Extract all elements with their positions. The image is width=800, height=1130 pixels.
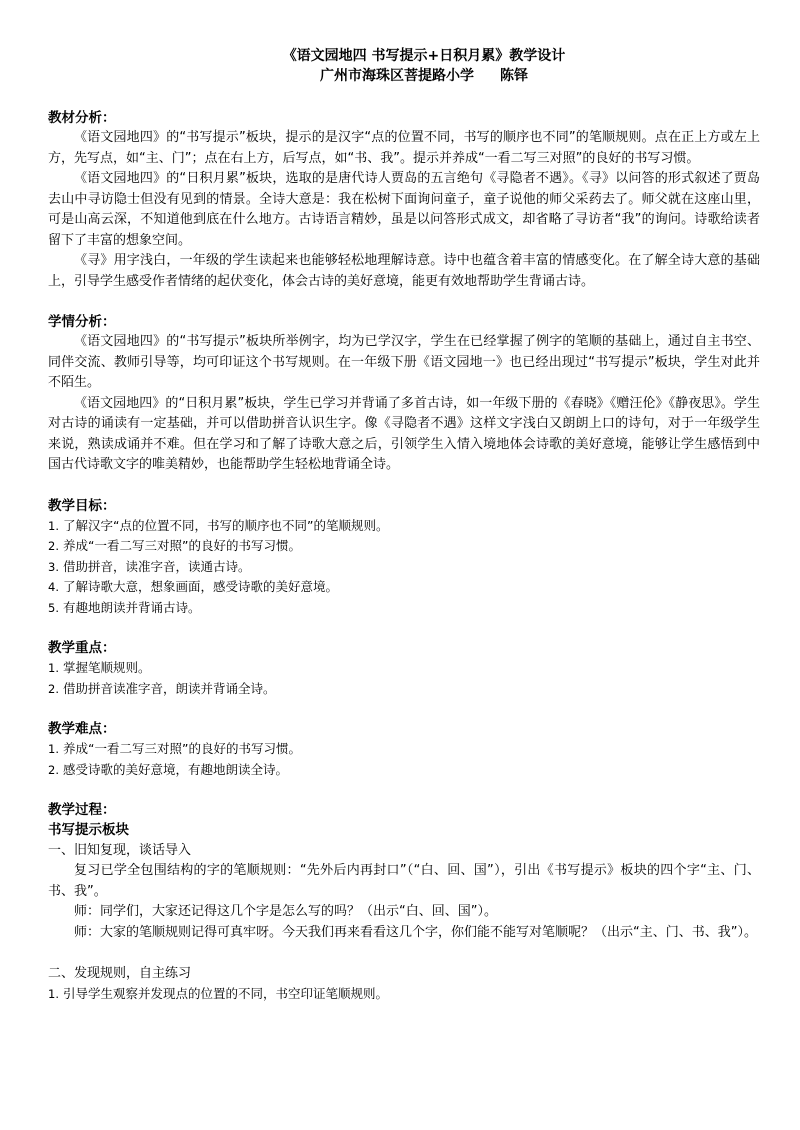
list-number: 5. xyxy=(48,600,59,615)
list-number: 3. xyxy=(48,559,59,574)
list-text: 引导学生观察并发现点的位置的不同，书空印证笔顺规则。 xyxy=(63,986,389,1001)
list-number: 2. xyxy=(48,681,59,696)
list-text: 了解诗歌大意，想象画面，感受诗歌的美好意境。 xyxy=(63,579,339,594)
paragraph: 《寻》用字浅白，一年级的学生读起来也能够轻松地理解诗意。诗中也蕴含着丰富的情感变化。在了解全诗大意的基础上，引导学生感受作者情绪的起伏变化，体会古诗的美好意境，能更有效地帮助学生背诵古诗。 xyxy=(48,253,760,289)
list-text: 感受诗歌的美好意境，有趣地朗读全诗。 xyxy=(63,761,289,777)
list-text: 养成“一看二写三对照”的良好的书写习惯。 xyxy=(63,741,301,756)
paragraph: 《语文园地四》的“书写提示”板块所举例字，均为已学汉字，学生在已经掌握了例字的笔顺的基础上，通过自主书空、同伴交流、教师引导等，均可印证这个书写规则。在一年级下册《语文园地一》也已经出现过“书写提示”板块，学生对此并不陌生。 xyxy=(48,334,760,390)
list-number: 1. xyxy=(48,518,59,533)
school-name: 广州市海珠区菩提路小学 xyxy=(320,68,474,84)
list-text: 了解汉字“点的位置不同，书写的顺序也不同”的笔顺规则。 xyxy=(63,517,389,533)
section-heading-material: 教材分析： xyxy=(48,110,116,126)
paragraph: 师：同学们，大家还记得这几个字是怎么写的吗？（出示“白、回、国”）。 xyxy=(74,904,497,919)
section-heading-students: 学情分析： xyxy=(48,314,116,330)
document-byline xyxy=(48,66,760,86)
section-heading-keypoints: 教学重点： xyxy=(48,640,116,656)
list-item xyxy=(48,598,760,619)
list-number: 4. xyxy=(48,580,59,594)
list-number: 1. xyxy=(48,987,59,1001)
section-heading-goals: 教学目标： xyxy=(48,497,116,514)
list-text: 养成“一看二写三对照”的良好的书写习惯。 xyxy=(63,538,301,553)
list-number: 2. xyxy=(48,762,59,777)
paragraph: 《语文园地四》的“日积月累”板块，学生已学习并背诵了多首古诗，如一年级下册的《春晓》《赠汪伦》《静夜思》。学生对古诗的诵读有一定基础，并可以借助拼音认识生字。像《寻隐者不遇》这样文字浅白又朗朗上口的诗句，对于一年级学生来说，熟读成诵并不难。但在学习和了解了诗歌大意之后，引领学生入情入境地体会诗歌的美好意境，能够让学生感悟到中国古代诗歌文字的唯美精妙，也能帮助学生轻松地背诵全诗。 xyxy=(48,395,760,472)
step-title: 一、旧知复现，谈话导入 xyxy=(48,843,192,858)
paragraph: 《语文园地四》的“日积月累”板块，选取的是唐代诗人贾岛的五言绝句《寻隐者不遇》。《寻》以问答的形式叙述了贾岛去山中寻访隐士但没有见到的情景。全诗大意是：我在松树下面询问童子，童子说他的师父采药去了。师父就在这座山里，可是山高云深，不知道他到底在什么地方。古诗语言精妙，虽是以问答形式成文，却省略了寻访者“我”的询问。诗歌给读者留下了丰富的想象空间。 xyxy=(48,171,760,248)
list-text: 借助拼音，读准字音，读通古诗。 xyxy=(63,558,251,574)
list-text: 有趣地朗读并背诵古诗。 xyxy=(63,599,201,615)
list-text: 掌握笔顺规则。 xyxy=(63,660,151,675)
section-heading-difficulties: 教学难点： xyxy=(48,721,116,737)
list-number: 1. xyxy=(48,742,59,756)
document-title: 《语文园地四 书写提示+日积月累》教学设计 xyxy=(282,48,566,64)
paragraph: 《语文园地四》的“书写提示”板块，提示的是汉字“点的位置不同，书写的顺序也不同”的笔顺规则。点在正上方或左上方，先写点，如“主、门”；点在右上方，后写点，如“书、我”。提示并养成“一看二写三对照”的良好的书写习惯。 xyxy=(48,130,760,166)
list-item xyxy=(48,760,760,781)
paragraph: 师：大家的笔顺规则记得可真牢呀。今天我们再来看看这几个字，你们能不能写对笔顺呢？（出示“主、门、书、我”）。 xyxy=(74,924,757,940)
document-page xyxy=(48,46,760,1005)
list-text: 借助拼音读准字音，朗读并背诵全诗。 xyxy=(63,680,276,696)
list-item xyxy=(48,536,760,557)
list-number: 1. xyxy=(48,661,59,675)
list-item xyxy=(48,658,760,679)
author-name: 陈铎 xyxy=(500,68,528,84)
section-heading-process: 教学过程： xyxy=(48,802,116,818)
list-item xyxy=(48,739,760,760)
list-item xyxy=(48,516,760,537)
step-title: 二、发现规则，自主练习 xyxy=(48,966,192,981)
list-item xyxy=(48,557,760,578)
list-item xyxy=(48,984,760,1005)
subsection-heading: 书写提示板块 xyxy=(48,822,129,838)
paragraph: 复习已学全包围结构的字的笔顺规则：“先外后内再封口”（“白、回、国”），引出《书写提示》板块的四个字“主、门、书、我”。 xyxy=(48,863,760,899)
list-number: 2. xyxy=(48,539,59,553)
list-item xyxy=(48,679,760,700)
list-item xyxy=(48,577,760,598)
